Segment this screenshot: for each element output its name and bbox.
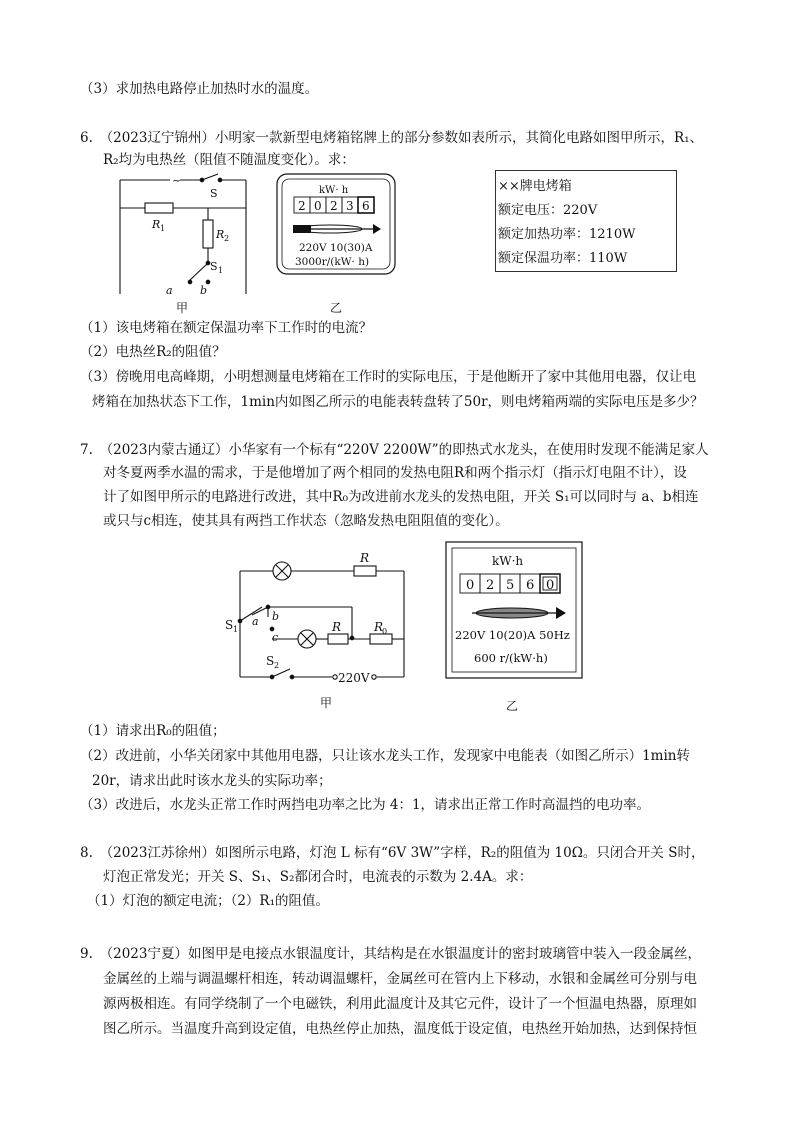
- q6-part3-line1: （3）傍晚用电高峰期，小明想测量电烤箱在工作时的实际电压，于是他断开了家中其他用电器，仅让电: [80, 369, 697, 385]
- q5-part3: （3）求加热电路停止加热时水的温度。: [80, 81, 319, 97]
- q6-meter-digit-1: 2: [298, 199, 306, 213]
- q7-r-top-label: R: [360, 551, 370, 565]
- q7-source-label: 220V: [338, 671, 370, 685]
- q6-r1-sub: 1: [160, 224, 166, 233]
- q7-stem-line4: 或只与c相连，使其具有两挡工作状态（忽略发热电阻阻值的变化）。: [103, 513, 509, 529]
- q6-jia-label: 甲: [176, 301, 189, 315]
- q6-r1-label: R: [152, 218, 161, 231]
- q7-a-label: a: [252, 615, 259, 628]
- q6-meter-yi: [275, 172, 400, 317]
- q6-ac-symbol: ~: [172, 174, 182, 187]
- q7-meter-rating: 220V 10(20)A 50Hz: [455, 628, 570, 642]
- q7-part1: （1）请求出R₀的阻值；: [80, 723, 226, 739]
- q7-s1-label: S: [225, 618, 234, 632]
- q7-r0-sub: 0: [382, 627, 388, 636]
- q6-s1-label: S: [210, 260, 218, 273]
- q6-part3-line2: 烤箱在加热状态下工作，1min内如图乙所示的电能表转盘转了50r，则电烤箱两端的实际电压是多少？: [92, 394, 704, 410]
- q7-c-label: c: [272, 631, 279, 644]
- q7-stem-line1: 7. （2023内蒙古通辽）小华家有一个标有“220V 2200W”的即热式水龙头，在使用时发现不能满足家人: [80, 442, 709, 458]
- q6-stem-line1: 6. （2023辽宁锦州）小明家一款新型电烤箱铭牌上的部分参数如表所示，其简化电路如图甲所示，R₁、: [80, 130, 704, 146]
- q7-b-label: b: [272, 610, 280, 623]
- q7-r0-label: R: [374, 620, 384, 634]
- q7-s1-sub: 1: [233, 625, 239, 634]
- q7-circuit-jia: [222, 545, 412, 715]
- q6-part2: （2）电热丝R₂的阻值？: [80, 344, 226, 360]
- q6-nameplate-table: [495, 170, 677, 272]
- q7-meter-digit-3: 5: [506, 578, 515, 593]
- q9-stem-line2: 金属丝的上端与调温螺杆相连，转动调温螺杆，金属丝可在管内上下移动，水银和金属丝可分别与电: [103, 971, 697, 987]
- q9-stem-line1: 9. （2023宁夏）如图甲是电接点水银温度计，其结构是在水银温度计的密封玻璃管中装入一段金属丝，: [80, 946, 701, 962]
- q6-meter-rating: 220V 10(30)A: [299, 242, 373, 254]
- q6-table-brand: ××牌电烤箱: [498, 179, 572, 194]
- q7-meter-rev: 600 r/(kW·h): [474, 651, 548, 665]
- q7-meter-digit-1: 0: [466, 578, 475, 593]
- q9-stem-line4: 图乙所示。当温度升高到设定值，电热丝停止加热，温度低于设定值，电热丝开始加热，达到保持恒: [103, 1021, 697, 1037]
- q7-stem-line3: 计了如图甲所示的电路进行改进，其中R₀为改进前水龙头的发热电阻，开关 S₁可以同时与 a、b相连: [103, 489, 699, 505]
- q6-a-label: a: [166, 284, 173, 297]
- q7-meter-unit: kW·h: [492, 554, 524, 568]
- q6-meter-digit-5: 6: [362, 199, 370, 213]
- q7-part2-line2: 20r，请求出此时该水龙头的实际功率；: [92, 773, 332, 789]
- q7-jia-label: 甲: [320, 696, 333, 710]
- q7-meter-digit-5: 0: [546, 578, 555, 593]
- q6-s1-sub: 1: [218, 266, 224, 275]
- q6-meter-digit-3: 2: [330, 199, 338, 213]
- q6-switch-s-label: S: [210, 187, 218, 200]
- q7-s2-label: S: [266, 654, 275, 668]
- q6-table-heat-power: 额定加热功率：1210W: [498, 227, 636, 242]
- q6-r2-label: R: [216, 228, 225, 241]
- q6-meter-rev: 3000r/(kW· h): [295, 256, 370, 268]
- q7-yi-label: 乙: [506, 699, 519, 713]
- q6-part1: （1）该电烤箱在额定保温功率下工作时的电流？: [80, 320, 373, 336]
- q8-parts: （1）灯泡的额定电流；（2）R₁的阻值。: [87, 893, 330, 909]
- q7-s2-sub: 2: [274, 661, 280, 670]
- q7-meter-yi: [444, 540, 586, 715]
- q6-meter-unit: kW· h: [319, 185, 349, 196]
- q6-circuit-jia: [110, 170, 260, 315]
- q6-b-label: b: [200, 284, 208, 297]
- q6-yi-label: 乙: [330, 301, 343, 315]
- q6-meter-digit-2: 0: [314, 199, 322, 213]
- q6-stem-line2: R₂均为电热丝（阻值不随温度变化）。求：: [103, 152, 355, 168]
- q7-part2-line1: （2）改进前，小华关闭家中其他用电器，只让该水龙头工作，发现家中电能表（如图乙所示）1min转: [80, 748, 690, 764]
- q6-meter-digit-4: 3: [346, 199, 354, 213]
- q7-meter-digit-4: 6: [526, 578, 535, 593]
- q6-table-keep-power: 额定保温功率：110W: [498, 251, 628, 266]
- q6-table-voltage: 额定电压：220V: [498, 203, 598, 218]
- q8-stem-line1: 8. （2023江苏徐州）如图所示电路，灯泡 L 标有“6V 3W”字样，R₂的阻值为 10Ω。只闭合开关 S时，: [80, 845, 705, 861]
- q6-r2-sub: 2: [224, 234, 230, 243]
- q7-meter-digit-2: 2: [486, 578, 495, 593]
- q8-stem-line2: 灯泡正常发光；开关 S、S₁、S₂都闭合时，电流表的示数为 2.4A。求：: [103, 869, 533, 885]
- q6-meter-disc-arrow: [293, 224, 381, 234]
- q7-part3: （3）改进后，水龙头正常工作时两挡电功率之比为 4：1，请求出正常工作时高温挡的电功率。: [80, 797, 651, 813]
- q7-meter-disc-arrow: [472, 607, 566, 619]
- q7-r-mid-label: R: [332, 620, 342, 634]
- q9-stem-line3: 源两极相连。有同学绕制了一个电磁铁，利用此温度计及其它元件，设计了一个恒温电热器，原理如: [103, 996, 697, 1012]
- q7-stem-line2: 对冬夏两季水温的需求，于是他增加了两个相同的发热电阻R和两个指示灯（指示灯电阻不计），设: [103, 465, 687, 481]
